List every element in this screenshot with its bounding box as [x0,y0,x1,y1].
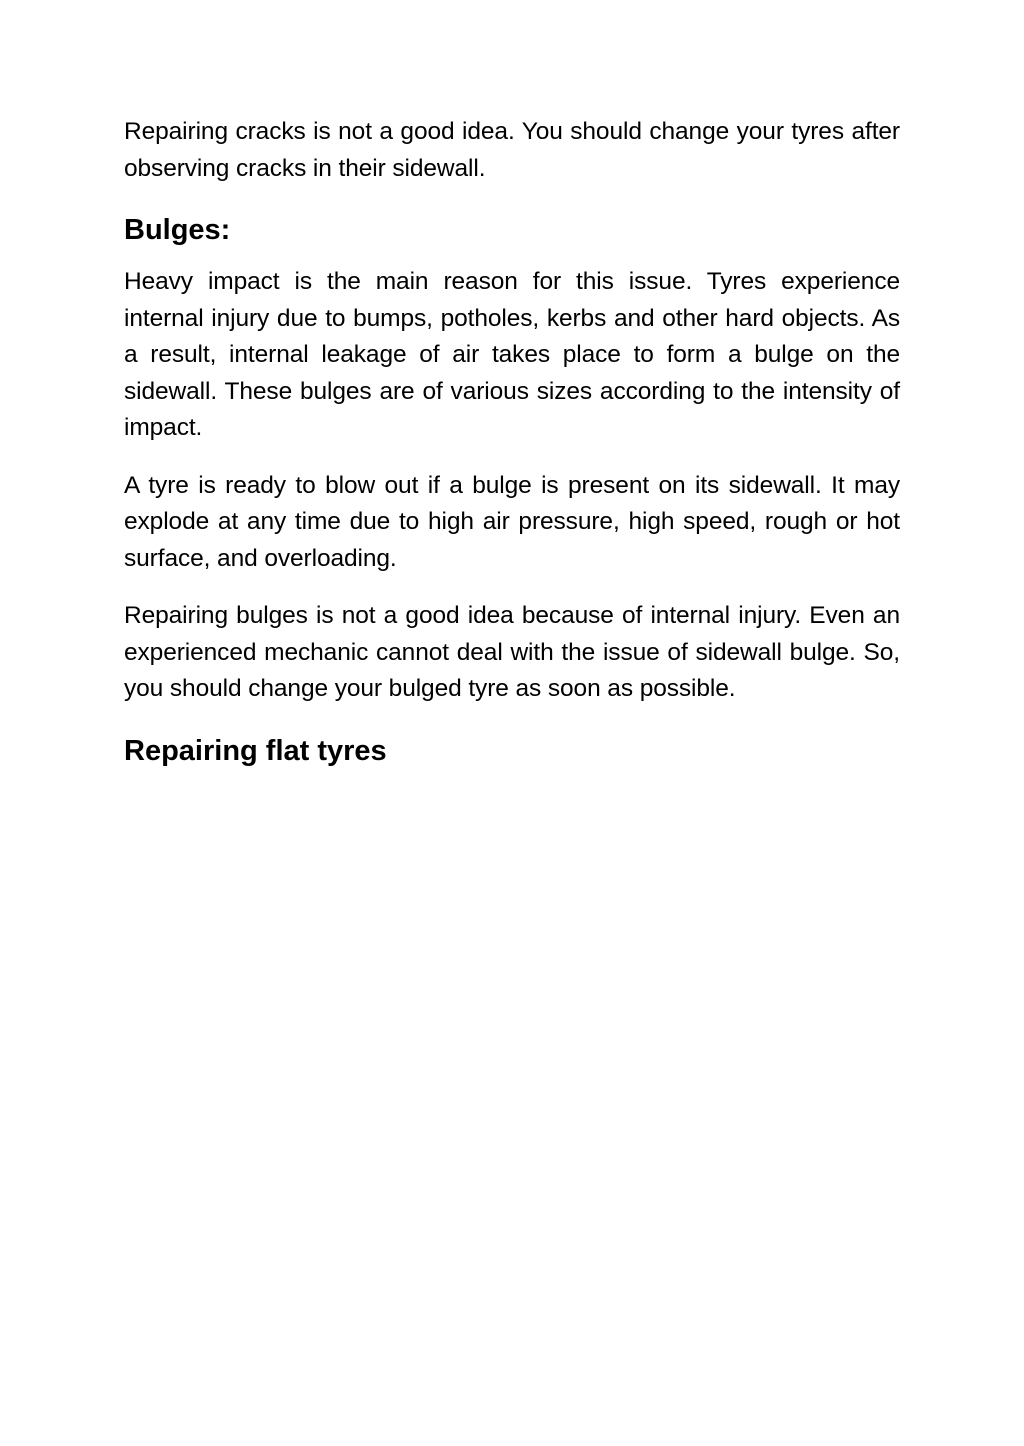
heading-repairing-flat-tyres: Repairing flat tyres [124,734,387,767]
heading-bulges: Bulges: [124,214,231,246]
paragraph-cracks: Repairing cracks is not a good idea. You should change your tyres after observing cracks in their sidewall. [124,118,900,182]
paragraph-repair-bulges: Repairing bulges is not a good idea because of internal injury. Even an experienced mechanic cannot deal with the issue of sidewall bulge. So, you should change your bulged tyre as soon as possible. [124,602,900,702]
paragraph-blowout: A tyre is ready to blow out if a bulge is present on its sidewall. It may explode at any time due to high air pressure, high speed, rough or hot surface, and overloading. [124,471,900,572]
document-page [124,114,900,785]
paragraph-heavy-impact: Heavy impact is the main reason for this issue. Tyres experience internal injury due to bumps, potholes, kerbs and other hard objects. As a result, internal leakage of air takes place to form a bulge on the sidewall. These bulges are of various sizes according to the intensity of impact. [124,268,900,441]
